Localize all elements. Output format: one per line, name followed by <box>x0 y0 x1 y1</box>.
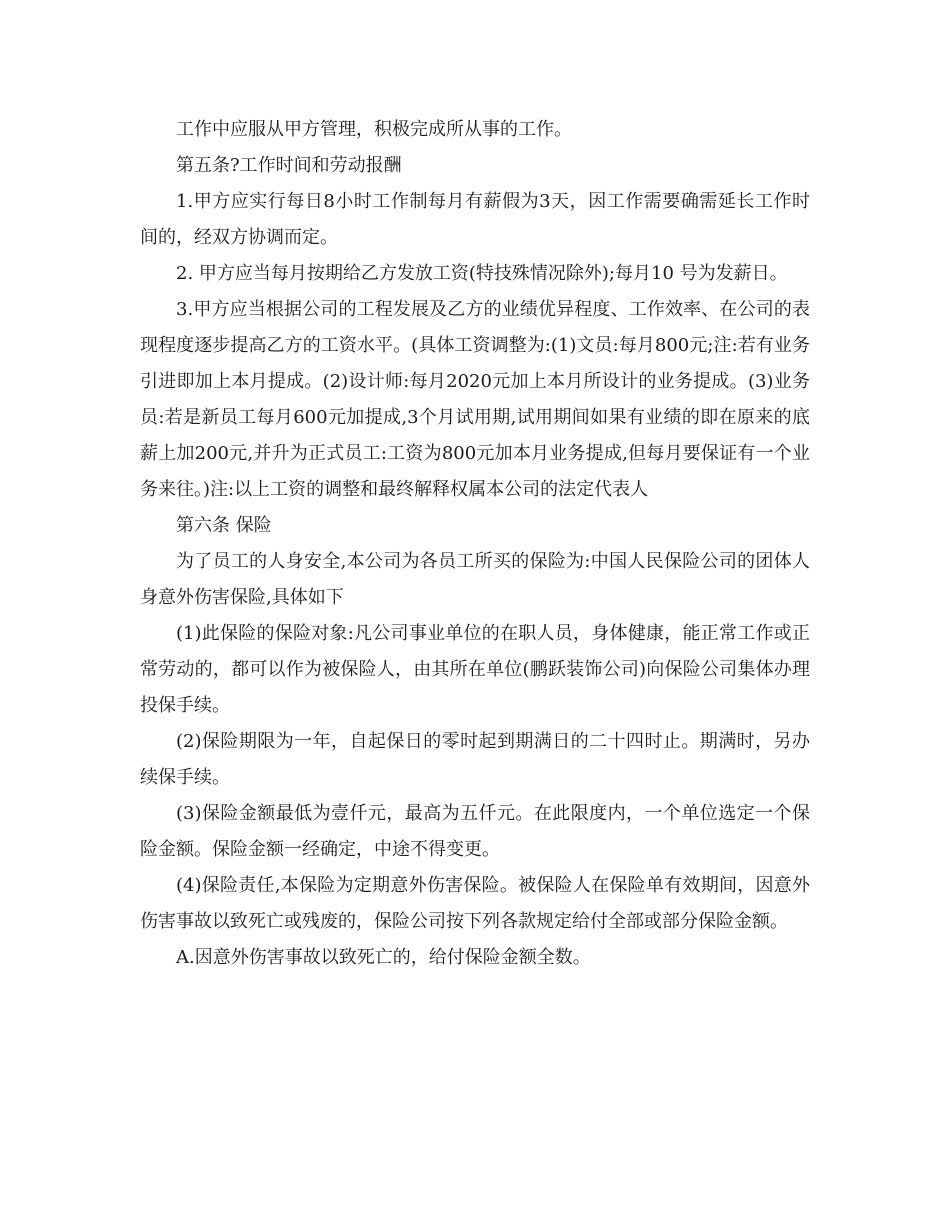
paragraph-insurance-object: (1)此保险的保险对象:凡公司事业单位的在职人员，身体健康，能正常工作或正常劳动的，都可以作为被保险人，由其所在单位(鹏跃装饰公司)向保险公司集体办理投保手续。 <box>140 623 810 716</box>
article-six-heading: 第六条 保险 <box>176 515 272 536</box>
paragraph-working-hours: 1.甲方应实行每日8小时工作制每月有薪假为3天，因工作需要确需延长工作时间的，经双方协调而定。 <box>140 191 810 248</box>
paragraph-insurance-intro: 为了员工的人身安全,本公司为各员工所买的保险为:中国人民保险公司的团体人身意外伤害保险,具体如下 <box>140 551 810 608</box>
paragraph-death-benefit: A.因意外伤害事故以致死亡的，给付保险金额全数。 <box>176 947 591 968</box>
paragraph-insurance-liability: (4)保险责任,本保险为定期意外伤害保险。被保险人在保险单有效期间，因意外伤害事故以致死亡或残废的，保险公司按下列各款规定给付全部或部分保险金额。 <box>140 875 810 932</box>
document-page <box>140 112 810 976</box>
paragraph-insurance-period: (2)保险期限为一年，自起保日的零时起到期满日的二十四时止。期满时，另办续保手续。 <box>140 731 810 788</box>
paragraph-insurance-amount: (3)保险金额最低为壹仟元，最高为五仟元。在此限度内，一个单位选定一个保险金额。保险金额一经确定，中途不得变更。 <box>140 803 810 860</box>
paragraph-salary-adjustment: 3.甲方应当根据公司的工程发展及乙方的业绩优异程度、工作效率、在公司的表现程度逐步提高乙方的工资水平。(具体工资调整为:(1)文员:每月800元;注:若有业务引进即加上本月提成。(2)设计师:每月2020元加上本月所设计的业务提成。(3)业务员:若是新员工每月600元加提成,3个月试用期,试用期间如果有业绩的即在原来的底薪上加200元,并升为正式员工:工资为800元加本月业务提成,但每月要保证有一个业务来往。)注:以上工资的调整和最终解释权属本公司的法定代表人 <box>140 299 810 500</box>
paragraph-work-obligation: 工作中应服从甲方管理，积极完成所从事的工作。 <box>176 119 572 140</box>
paragraph-payday: 2. 甲方应当每月按期给乙方发放工资(特技殊情况除外);每月10 号为发薪日。 <box>176 263 788 284</box>
article-five-heading: 第五条?工作时间和劳动报酬 <box>176 155 402 176</box>
